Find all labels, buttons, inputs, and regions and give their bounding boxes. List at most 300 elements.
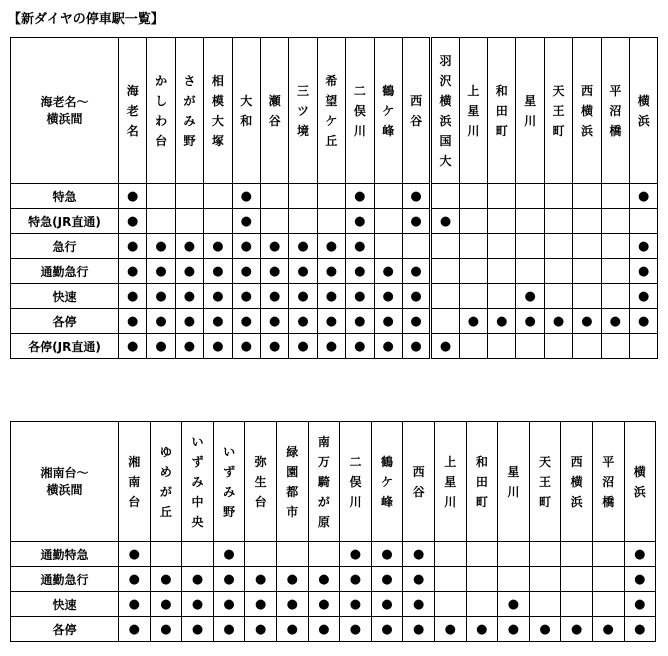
station-name: 二俣川 xyxy=(349,454,362,509)
stop-cell xyxy=(147,284,175,309)
stop-cell xyxy=(204,209,232,234)
stop-marker-icon: ● xyxy=(381,572,393,587)
stop-marker-icon: ● xyxy=(638,189,650,204)
service-name: 快速 xyxy=(11,284,119,309)
stop-marker-icon: ● xyxy=(127,239,139,254)
stop-cell xyxy=(204,309,232,334)
station-name: 大和 xyxy=(240,93,253,128)
stop-marker-icon: ● xyxy=(255,622,267,637)
stop-marker-icon: ● xyxy=(128,547,140,562)
station-name: ゆめが丘 xyxy=(159,444,172,519)
stop-cell xyxy=(260,184,288,209)
stop-marker-icon: ● xyxy=(325,314,338,329)
stop-marker-icon: ● xyxy=(127,339,139,354)
stop-cell xyxy=(630,234,658,259)
stop-marker-icon: ● xyxy=(507,597,520,612)
stop-marker-icon: ● xyxy=(268,339,281,354)
stop-cell xyxy=(346,334,374,359)
stop-cell xyxy=(182,542,214,567)
station-header xyxy=(245,422,277,542)
station-name: 天王町 xyxy=(552,83,565,138)
stop-cell xyxy=(245,592,277,617)
stop-cell xyxy=(403,617,435,642)
stop-cell xyxy=(340,592,372,617)
stop-cell xyxy=(516,234,544,259)
stop-cell xyxy=(374,259,402,284)
stop-cell xyxy=(434,592,466,617)
stop-marker-icon: ● xyxy=(354,339,366,354)
stop-marker-icon: ● xyxy=(349,572,362,587)
stop-marker-icon: ● xyxy=(325,289,338,304)
station-header xyxy=(561,422,593,542)
stop-cell xyxy=(561,617,593,642)
stop-cell xyxy=(340,567,372,592)
stop-marker-icon: ● xyxy=(160,622,172,637)
stop-cell xyxy=(561,592,593,617)
stop-marker-icon: ● xyxy=(412,622,425,637)
stop-cell xyxy=(529,567,561,592)
service-row xyxy=(11,617,656,642)
station-name: いずみ中央 xyxy=(191,434,204,529)
stop-cell xyxy=(601,284,629,309)
stop-marker-icon: ● xyxy=(286,597,298,612)
service-name: 特急 xyxy=(11,184,119,209)
stop-marker-icon: ● xyxy=(381,597,393,612)
stop-cell xyxy=(346,259,374,284)
service-row xyxy=(11,234,658,259)
stop-marker-icon: ● xyxy=(539,622,551,637)
stop-marker-icon: ● xyxy=(382,264,394,279)
stop-marker-icon: ● xyxy=(634,547,646,562)
stop-marker-icon: ● xyxy=(638,239,650,254)
stop-cell xyxy=(601,234,629,259)
stop-marker-icon: ● xyxy=(349,597,362,612)
stop-cell xyxy=(308,592,340,617)
station-name: 天王町 xyxy=(539,454,552,509)
stop-marker-icon: ● xyxy=(552,314,565,329)
stop-marker-icon: ● xyxy=(155,264,167,279)
stop-marker-icon: ● xyxy=(240,314,252,329)
service-name: 通勤急行 xyxy=(11,259,119,284)
stop-cell xyxy=(346,284,374,309)
station-header xyxy=(431,38,459,184)
stop-cell xyxy=(346,184,374,209)
station-header xyxy=(488,38,516,184)
station-name: 海老名 xyxy=(126,83,139,138)
stop-cell xyxy=(308,542,340,567)
stop-marker-icon: ● xyxy=(240,239,252,254)
stop-cell xyxy=(403,592,435,617)
stop-cell xyxy=(289,234,317,259)
stop-marker-icon: ● xyxy=(240,339,252,354)
stop-marker-icon: ● xyxy=(223,597,235,612)
section-label: 湘南台〜 横浜間 xyxy=(11,422,119,542)
stop-cell xyxy=(498,592,530,617)
stop-cell xyxy=(346,209,374,234)
stop-cell xyxy=(371,592,403,617)
stop-marker-icon: ● xyxy=(410,214,422,229)
stop-cell xyxy=(516,334,544,359)
stop-cell xyxy=(601,334,629,359)
stop-marker-icon: ● xyxy=(127,214,139,229)
station-name: 星川 xyxy=(507,464,520,499)
stop-cell xyxy=(431,209,459,234)
service-row xyxy=(11,259,658,284)
stop-cell xyxy=(147,234,175,259)
stop-marker-icon: ● xyxy=(155,239,167,254)
stop-cell xyxy=(317,309,345,334)
stop-cell xyxy=(403,567,435,592)
station-name: 緑園都市 xyxy=(286,444,299,519)
station-name: 鶴ケ峰 xyxy=(381,454,394,509)
stop-cell xyxy=(601,184,629,209)
service-name: 各停 xyxy=(11,617,119,642)
service-row xyxy=(11,209,658,234)
service-name: 通勤急行 xyxy=(11,567,119,592)
stop-cell xyxy=(601,309,629,334)
station-header xyxy=(592,422,624,542)
stop-cell xyxy=(340,617,372,642)
stop-marker-icon: ● xyxy=(318,572,330,587)
stop-marker-icon: ● xyxy=(382,339,394,354)
station-name: さがみ野 xyxy=(183,73,196,148)
stop-cell xyxy=(276,617,308,642)
station-name: 弥生台 xyxy=(254,454,267,509)
stop-marker-icon: ● xyxy=(634,622,646,637)
stop-cell xyxy=(276,542,308,567)
stop-marker-icon: ● xyxy=(183,339,196,354)
stop-cell xyxy=(232,334,260,359)
stop-marker-icon: ● xyxy=(223,622,235,637)
stop-cell xyxy=(245,542,277,567)
stop-marker-icon: ● xyxy=(127,314,139,329)
stop-cell xyxy=(289,184,317,209)
document-title: 【新ダイヤの停車駅一覧】 xyxy=(8,12,164,27)
station-name: 西谷 xyxy=(410,93,423,128)
stop-cell xyxy=(374,209,402,234)
stop-marker-icon: ● xyxy=(524,289,536,304)
stop-marker-icon: ● xyxy=(286,572,298,587)
stop-cell xyxy=(544,234,572,259)
stop-marker-icon: ● xyxy=(255,597,267,612)
station-header xyxy=(498,422,530,542)
stop-marker-icon: ● xyxy=(297,339,309,354)
stop-cell xyxy=(516,184,544,209)
stop-cell xyxy=(431,309,459,334)
stop-cell xyxy=(147,259,175,284)
stop-cell xyxy=(573,334,601,359)
stop-marker-icon: ● xyxy=(524,314,536,329)
stop-cell xyxy=(488,334,516,359)
stop-marker-icon: ● xyxy=(240,289,252,304)
station-name: 瀬谷 xyxy=(268,93,281,128)
stop-cell xyxy=(119,309,147,334)
stop-marker-icon: ● xyxy=(476,622,488,637)
stop-cell xyxy=(488,309,516,334)
stop-cell xyxy=(374,284,402,309)
service-row xyxy=(11,184,658,209)
station-header xyxy=(516,38,544,184)
stop-cell xyxy=(402,234,430,259)
stop-cell xyxy=(119,209,147,234)
stop-cell xyxy=(232,284,260,309)
service-name: 特急(JR直通) xyxy=(11,209,119,234)
stop-marker-icon: ● xyxy=(255,572,267,587)
station-name: 横浜 xyxy=(633,464,646,499)
stop-marker-icon: ● xyxy=(155,314,167,329)
stop-marker-icon: ● xyxy=(410,289,422,304)
service-row xyxy=(11,334,658,359)
stop-cell xyxy=(459,309,487,334)
stop-marker-icon: ● xyxy=(609,314,621,329)
stop-cell xyxy=(516,209,544,234)
stop-cell xyxy=(466,617,498,642)
stop-cell xyxy=(402,184,430,209)
stop-cell xyxy=(402,334,430,359)
stop-cell xyxy=(204,184,232,209)
stop-cell xyxy=(346,309,374,334)
stop-marker-icon: ● xyxy=(381,547,393,562)
stop-marker-icon: ● xyxy=(297,289,309,304)
stop-marker-icon: ● xyxy=(268,314,281,329)
stop-cell xyxy=(561,567,593,592)
stop-cell xyxy=(289,309,317,334)
station-header xyxy=(204,38,232,184)
station-header xyxy=(276,422,308,542)
stop-cell xyxy=(371,542,403,567)
stop-cell xyxy=(630,334,658,359)
stop-cell xyxy=(245,617,277,642)
stop-cell xyxy=(592,617,624,642)
stop-marker-icon: ● xyxy=(581,314,593,329)
stop-cell xyxy=(371,617,403,642)
stop-cell xyxy=(175,234,203,259)
stop-cell xyxy=(374,334,402,359)
stop-marker-icon: ● xyxy=(297,314,309,329)
station-name: 西横浜 xyxy=(580,83,593,138)
stop-cell xyxy=(260,259,288,284)
stop-cell xyxy=(624,617,656,642)
stop-cell xyxy=(260,309,288,334)
stop-marker-icon: ● xyxy=(128,622,140,637)
stop-marker-icon: ● xyxy=(212,289,224,304)
stop-cell xyxy=(601,209,629,234)
service-name: 各停 xyxy=(11,309,119,334)
service-row xyxy=(11,284,658,309)
station-header xyxy=(260,38,288,184)
station-name: 和田町 xyxy=(475,454,488,509)
stop-cell xyxy=(182,617,214,642)
stop-cell xyxy=(459,184,487,209)
stop-marker-icon: ● xyxy=(191,622,204,637)
stop-cell xyxy=(371,567,403,592)
station-name: 鶴ケ峰 xyxy=(382,83,395,138)
station-header xyxy=(232,38,260,184)
stop-cell xyxy=(630,309,658,334)
station-header xyxy=(624,422,656,542)
stop-marker-icon: ● xyxy=(160,572,172,587)
stop-marker-icon: ● xyxy=(638,289,650,304)
section-label: 海老名〜 横浜間 xyxy=(11,38,119,184)
stop-cell xyxy=(289,284,317,309)
stop-marker-icon: ● xyxy=(570,622,583,637)
stop-cell xyxy=(204,234,232,259)
stop-cell xyxy=(466,542,498,567)
stop-cell xyxy=(498,542,530,567)
stop-marker-icon: ● xyxy=(318,622,330,637)
stop-cell xyxy=(601,259,629,284)
stop-marker-icon: ● xyxy=(127,289,139,304)
service-name: 急行 xyxy=(11,234,119,259)
stop-cell xyxy=(232,184,260,209)
stop-cell xyxy=(459,284,487,309)
stop-cell xyxy=(516,284,544,309)
stop-cell xyxy=(573,259,601,284)
stop-marker-icon: ● xyxy=(297,239,309,254)
stop-cell xyxy=(260,334,288,359)
stop-cell xyxy=(431,334,459,359)
stop-cell xyxy=(232,209,260,234)
station-name: 相模大塚 xyxy=(211,73,224,148)
stop-cell xyxy=(529,617,561,642)
stop-cell xyxy=(204,334,232,359)
stop-marker-icon: ● xyxy=(412,547,425,562)
stop-cell xyxy=(431,259,459,284)
station-header xyxy=(150,422,182,542)
stop-cell xyxy=(317,284,345,309)
stop-cell xyxy=(119,284,147,309)
station-header xyxy=(529,422,561,542)
stop-cell xyxy=(182,567,214,592)
stop-marker-icon: ● xyxy=(191,572,204,587)
stop-marker-icon: ● xyxy=(297,264,309,279)
stop-marker-icon: ● xyxy=(191,597,204,612)
stop-marker-icon: ● xyxy=(382,289,394,304)
stop-cell xyxy=(402,284,430,309)
stop-cell xyxy=(459,209,487,234)
service-name: 快速 xyxy=(11,592,119,617)
stop-cell xyxy=(213,542,245,567)
stop-cell xyxy=(374,309,402,334)
stop-cell xyxy=(260,234,288,259)
stop-cell xyxy=(289,259,317,284)
stop-marker-icon: ● xyxy=(240,214,252,229)
stop-cell xyxy=(592,567,624,592)
stop-cell xyxy=(573,309,601,334)
station-header xyxy=(374,38,402,184)
stop-marker-icon: ● xyxy=(412,597,425,612)
stop-cell xyxy=(529,592,561,617)
stop-cell xyxy=(488,259,516,284)
service-row xyxy=(11,567,656,592)
station-header xyxy=(630,38,658,184)
stop-cell xyxy=(488,234,516,259)
stop-cell xyxy=(498,617,530,642)
stop-cell xyxy=(213,592,245,617)
stop-marker-icon: ● xyxy=(634,572,646,587)
stop-marker-icon: ● xyxy=(444,622,456,637)
stop-cell xyxy=(289,209,317,234)
stop-cell xyxy=(402,259,430,284)
stop-table-ebina-yokohama xyxy=(10,37,658,359)
stop-marker-icon: ● xyxy=(212,264,224,279)
service-row xyxy=(11,309,658,334)
station-name: いずみ野 xyxy=(223,444,236,519)
stop-cell xyxy=(488,284,516,309)
stop-marker-icon: ● xyxy=(381,622,393,637)
stop-marker-icon: ● xyxy=(467,314,480,329)
stop-marker-icon: ● xyxy=(268,289,281,304)
stop-cell xyxy=(150,542,182,567)
stop-cell xyxy=(459,334,487,359)
stop-table-shonandai-yokohama xyxy=(10,421,656,642)
stop-cell xyxy=(431,184,459,209)
station-name: かしわ台 xyxy=(155,73,168,148)
stop-marker-icon: ● xyxy=(155,339,167,354)
stop-marker-icon: ● xyxy=(183,314,196,329)
stop-cell xyxy=(434,617,466,642)
stop-marker-icon: ● xyxy=(496,314,508,329)
stop-marker-icon: ● xyxy=(183,239,196,254)
stop-cell xyxy=(403,542,435,567)
station-name: 平沼橋 xyxy=(602,454,615,509)
stop-cell xyxy=(374,184,402,209)
station-name: 湘南台 xyxy=(128,454,141,509)
station-header xyxy=(175,38,203,184)
service-name: 通勤特急 xyxy=(11,542,119,567)
stop-marker-icon: ● xyxy=(382,314,394,329)
stop-marker-icon: ● xyxy=(439,214,452,229)
stop-cell xyxy=(147,309,175,334)
stop-marker-icon: ● xyxy=(354,289,366,304)
stop-cell xyxy=(150,617,182,642)
stop-cell xyxy=(488,184,516,209)
stop-marker-icon: ● xyxy=(223,572,235,587)
stop-marker-icon: ● xyxy=(240,189,252,204)
stop-cell xyxy=(317,334,345,359)
station-header xyxy=(459,38,487,184)
stop-cell xyxy=(119,567,151,592)
stop-marker-icon: ● xyxy=(128,597,140,612)
stop-cell xyxy=(147,184,175,209)
station-name: 上星川 xyxy=(444,454,457,509)
stop-cell xyxy=(624,542,656,567)
stop-cell xyxy=(573,184,601,209)
stop-cell xyxy=(213,617,245,642)
stop-cell xyxy=(276,592,308,617)
station-header xyxy=(147,38,175,184)
stop-cell xyxy=(317,184,345,209)
stop-cell xyxy=(175,184,203,209)
stop-marker-icon: ● xyxy=(325,339,338,354)
stop-cell xyxy=(119,617,151,642)
stop-cell xyxy=(624,592,656,617)
stop-cell xyxy=(346,234,374,259)
stop-cell xyxy=(175,334,203,359)
station-header xyxy=(434,422,466,542)
stop-cell xyxy=(592,592,624,617)
station-header xyxy=(402,38,430,184)
stop-marker-icon: ● xyxy=(286,622,298,637)
station-name: 横浜 xyxy=(637,93,650,128)
service-row xyxy=(11,542,656,567)
stop-cell xyxy=(147,334,175,359)
stop-cell xyxy=(232,234,260,259)
service-row xyxy=(11,592,656,617)
stop-marker-icon: ● xyxy=(507,622,520,637)
stop-cell xyxy=(561,542,593,567)
stop-cell xyxy=(119,334,147,359)
